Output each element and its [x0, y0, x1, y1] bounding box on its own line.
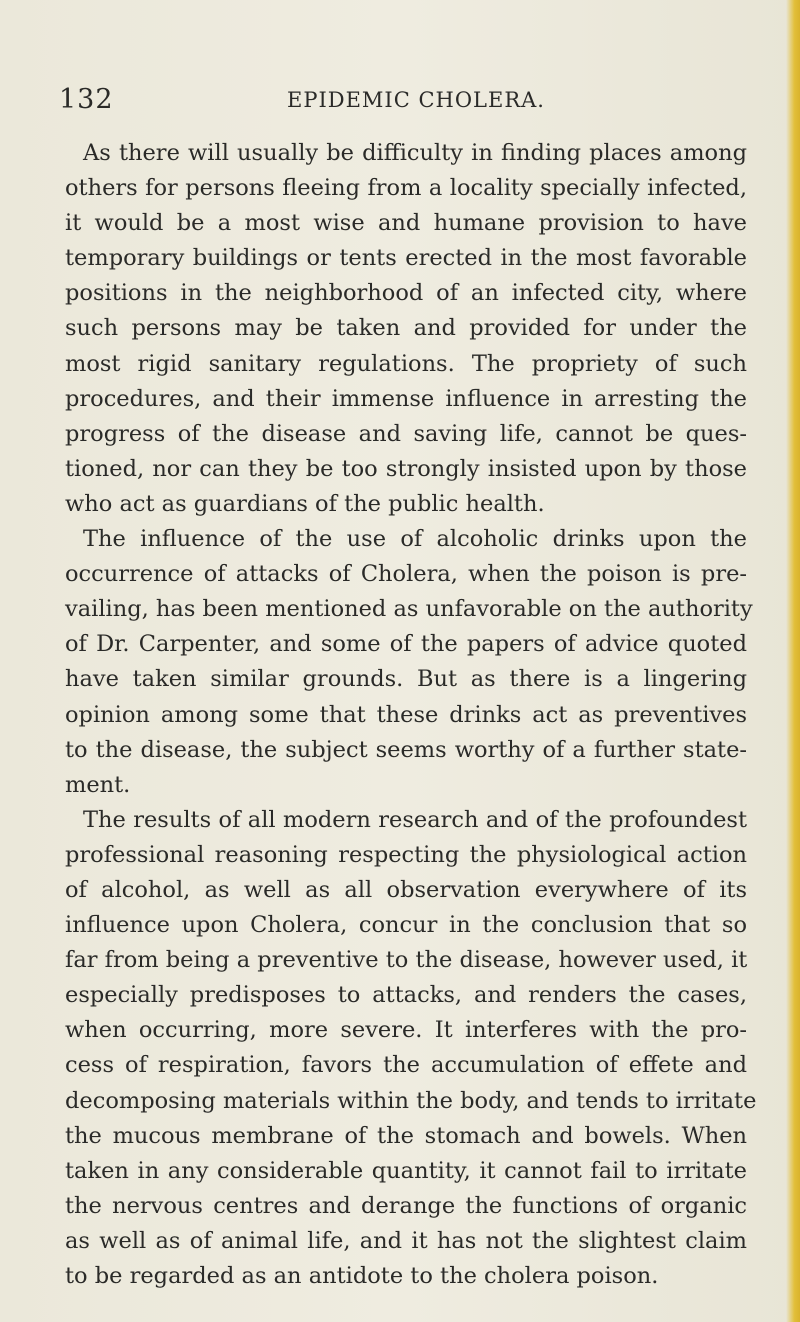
text-line: occurrence of attacks of Cholera, when the poison is pre-	[65, 561, 747, 588]
text-line: professional reasoning respecting the physiological action	[65, 841, 747, 868]
text-line: especially predisposes to attacks, and renders the cases,	[65, 982, 747, 1009]
text-line: have taken similar grounds. But as there is a lingering	[65, 666, 747, 693]
text-line: who act as guardians of the public health.	[65, 490, 545, 517]
paragraph-3	[65, 803, 757, 1294]
text-line: opinion among some that these drinks act as preventives	[65, 701, 747, 728]
text-line: of alcohol, as well as all observation everywhere of its	[65, 876, 747, 903]
running-head: EPIDEMIC CHOLERA.	[287, 88, 545, 112]
text-line: to the disease, the subject seems worthy of a further state-	[65, 736, 747, 763]
text-line: cess of respiration, favors the accumulation of effete and	[65, 1052, 747, 1079]
text-line: decomposing materials within the body, and tends to irritate	[65, 1087, 757, 1114]
text-line: procedures, and their immense influence in arresting the	[65, 385, 747, 412]
page-edge	[786, 0, 800, 1322]
text-line: The influence of the use of alcoholic drinks upon the	[83, 526, 747, 553]
text-line: The results of all modern research and of the profoundest	[83, 806, 747, 833]
paragraph-2	[65, 522, 753, 803]
text-line: vailing, has been mentioned as unfavorable on the authority	[65, 596, 753, 623]
text-line: taken in any considerable quantity, it cannot fail to irritate	[65, 1157, 747, 1184]
body-text	[65, 136, 757, 1294]
text-line: the nervous centres and derange the functions of organic	[65, 1192, 747, 1219]
text-line: as well as of animal life, and it has not the slightest claim	[65, 1227, 747, 1254]
text-line: progress of the disease and saving life, cannot be ques-	[65, 420, 747, 447]
text-line: positions in the neighborhood of an infected city, where	[65, 280, 747, 307]
text-line: far from being a preventive to the disease, however used, it	[65, 947, 748, 974]
page-header	[59, 84, 759, 118]
text-line: As there will usually be difficulty in finding places among	[83, 140, 747, 166]
text-line: such persons may be taken and provided for under the	[65, 315, 747, 342]
text-line: most rigid sanitary regulations. The propriety of such	[65, 350, 747, 377]
text-line: when occurring, more severe. It interferes with the pro-	[65, 1017, 747, 1044]
text-line: tioned, nor can they be too strongly insisted upon by those	[65, 455, 747, 482]
text-line: the mucous membrane of the stomach and bowels. When	[65, 1122, 747, 1149]
text-line: influence upon Cholera, concur in the conclusion that so	[65, 912, 747, 939]
text-line: of Dr. Carpenter, and some of the papers of advice quoted	[65, 631, 747, 658]
text-line: temporary buildings or tents erected in the most favorable	[65, 245, 747, 272]
paragraph-1	[65, 136, 747, 522]
text-line: ment.	[65, 771, 131, 798]
text-line: to be regarded as an antidote to the cholera poison.	[65, 1263, 659, 1289]
text-line: others for persons fleeing from a locality specially infected,	[65, 175, 747, 202]
text-line: it would be a most wise and humane provision to have	[65, 210, 747, 237]
page-number: 132	[59, 84, 114, 115]
